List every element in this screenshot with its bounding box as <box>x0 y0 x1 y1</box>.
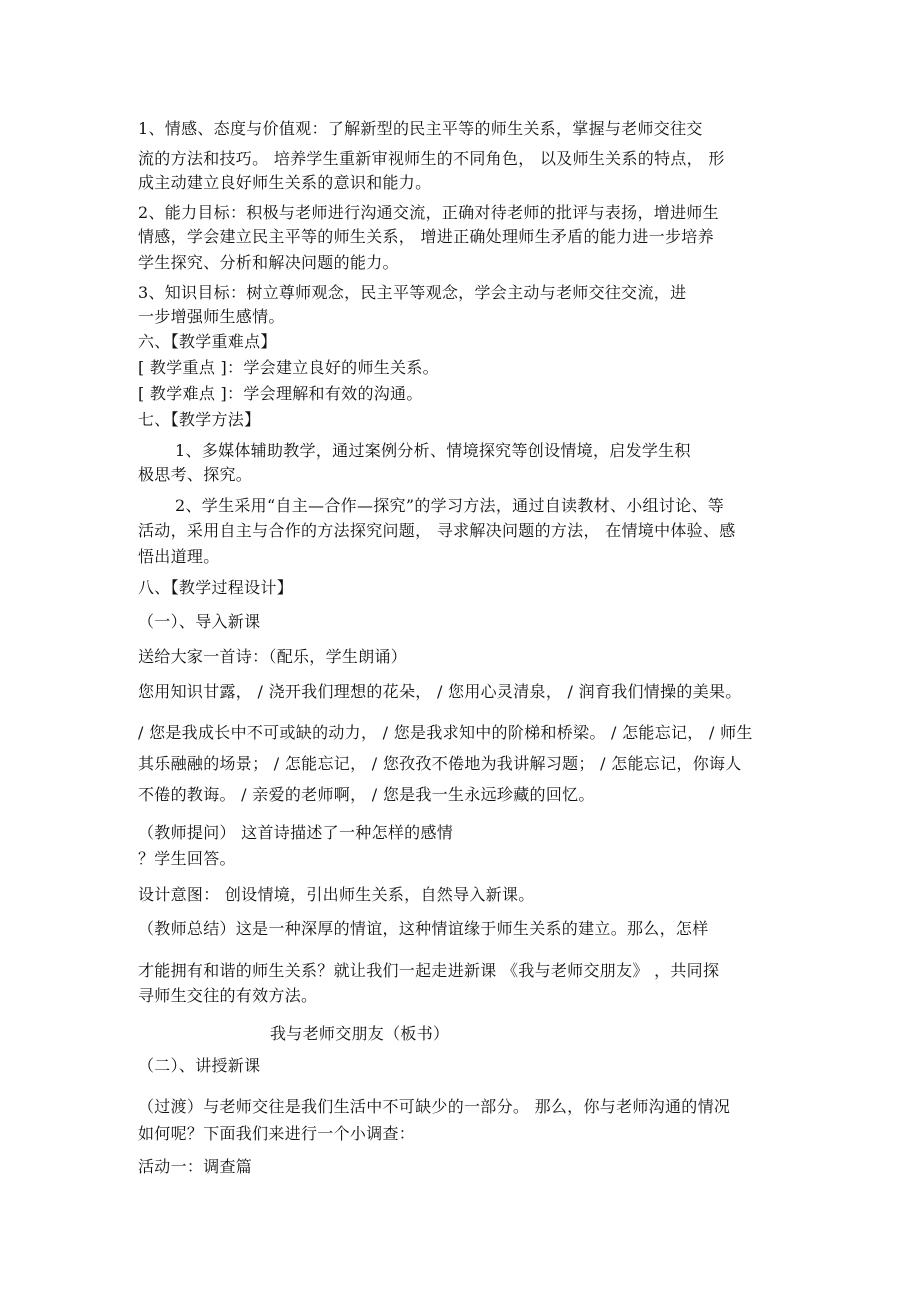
text-line: [ 教学难点 ]：学会理解和有效的沟通。 <box>138 384 423 403</box>
text-line: 1、多媒体辅助教学，通过案例分析、情境探究等创设情境，启发学生积 <box>175 441 691 460</box>
text-line: 送给大家一首诗：（配乐，学生朗诵） <box>138 647 408 666</box>
poem-line: 您用知识甘露， / 浇开我们理想的花朵， / 您用心灵清泉， / 润育我们情操的美果。 <box>138 682 742 701</box>
poem-line: 不倦的教诲。 / 亲爱的老师啊， / 您是我一生永远珍藏的回忆。 <box>138 785 595 804</box>
text-line: 一步增强师生感情。 <box>138 307 285 326</box>
text-line: 学生探究、分析和解决问题的能力。 <box>138 253 399 272</box>
text-line: 如何呢？下面我们来进行一个小调查： <box>138 1124 416 1143</box>
text-line: （教师提问） 这首诗描述了一种怎样的感情 <box>138 823 454 842</box>
text-line: 成主动建立良好师生关系的意识和能力。 <box>138 173 432 192</box>
section-heading: 八、【教学过程设计】 <box>138 578 294 597</box>
text-line: 2、能力目标：积极与老师进行沟通交流，正确对待老师的批评与表扬，增进师生 <box>138 203 719 222</box>
subsection-heading: （一）、导入新课 <box>138 612 261 631</box>
text-line: 1、情感、态度与价值观：了解新型的民主平等的师生关系，掌握与老师交往交 <box>138 119 703 138</box>
activity-heading: 活动一：调查篇 <box>138 1157 253 1176</box>
text-line: 才能拥有和谐的师生关系？就让我们一起走进新课 《我与老师交朋友》 ，共同探 <box>138 961 720 980</box>
text-line: ？学生回答。 <box>138 849 236 868</box>
board-title: 我与老师交朋友（板书） <box>270 1024 450 1043</box>
poem-line: / 您是我成长中不可或缺的动力， / 您是我求知中的阶梯和桥梁。 / 怎能忘记， / 师生 <box>138 723 753 742</box>
text-line: 3、知识目标：树立尊师观念，民主平等观念，学会主动与老师交往交流，进 <box>138 283 687 302</box>
text-line: [ 教学重点 ]：学会建立良好的师生关系。 <box>138 358 439 377</box>
section-heading: 七、【教学方法】 <box>138 410 261 429</box>
text-line: 2、学生采用“自主—合作—探究”的学习方法，通过自读教材、小组讨论、等 <box>175 496 725 515</box>
poem-line: 其乐融融的场景； / 怎能忘记， / 您孜孜不倦地为我讲解习题； / 怎能忘记，你诲人 <box>138 754 742 773</box>
text-line: 悟出道理。 <box>138 547 220 566</box>
text-line: 情感，学会建立民主平等的师生关系， 增进正确处理师生矛盾的能力进一步培养 <box>138 227 714 246</box>
text-line: （教师总结）这是一种深厚的情谊，这种情谊缘于师生关系的建立。那么，怎样 <box>138 919 709 938</box>
section-heading: 六、【教学重难点】 <box>138 332 277 351</box>
text-line: 设计意图： 创设情境，引出师生关系，自然导入新课。 <box>138 885 535 904</box>
text-line: （过渡）与老师交往是我们生活中不可缺少的一部分。 那么，你与老师沟通的情况 <box>138 1097 731 1116</box>
text-line: 寻师生交往的有效方法。 <box>138 986 318 1005</box>
text-line: 活动，采用自主与合作的方法探究问题， 寻求解决问题的方法， 在情境中体验、感 <box>138 521 736 540</box>
text-line: 极思考、探究。 <box>138 465 253 484</box>
subsection-heading: （二）、讲授新课 <box>138 1056 261 1075</box>
text-line: 流的方法和技巧。 培养学生重新审视师生的不同角色， 以及师生关系的特点， 形 <box>138 149 725 168</box>
